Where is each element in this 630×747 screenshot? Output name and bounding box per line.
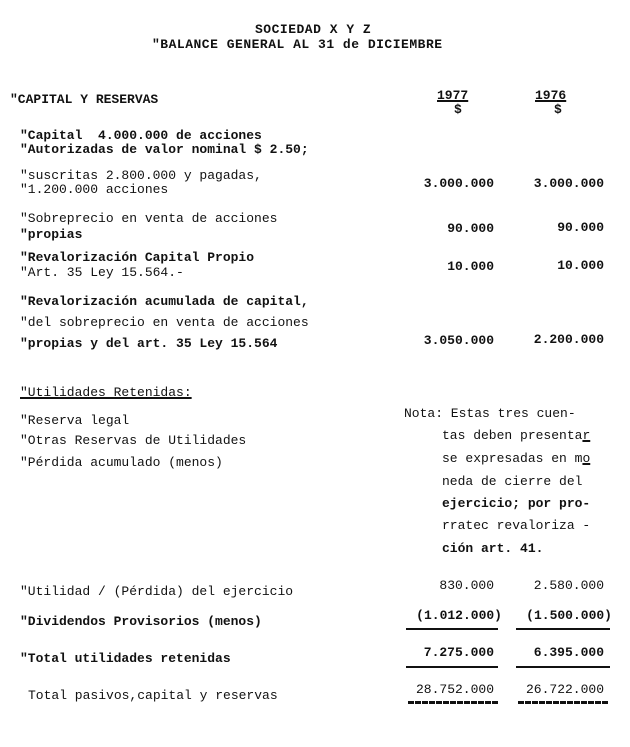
total-pasivos-1977: 28.752.000 <box>415 682 494 697</box>
note-line-2-underlined: r <box>582 428 591 443</box>
note-line-7: ción art. 41. <box>442 541 544 556</box>
note-line-3-text: se expresadas en m <box>442 451 583 466</box>
utilidad-1977: 830.000 <box>439 578 494 593</box>
note-line-4: neda de cierre del <box>442 474 583 489</box>
column-currency-1977: $ <box>454 102 462 117</box>
acumulada-line-2: "del sobreprecio en venta de acciones <box>20 315 309 330</box>
column-year-1976: 1976 <box>535 88 567 103</box>
note-line-3 <box>442 451 590 466</box>
sobreprecio-1976: 90.000 <box>557 220 604 235</box>
total-utilidades-1976-underline <box>516 666 610 668</box>
total-pasivos-1976: 26.722.000 <box>525 682 604 697</box>
revalorizacion-1976: 10.000 <box>557 258 604 273</box>
dividendos-1976: (1.500.000) <box>526 608 612 623</box>
reserva-legal: "Reserva legal <box>20 413 130 428</box>
revalorizacion-1977: 10.000 <box>447 259 494 274</box>
dividendos-label: "Dividendos Provisorios (menos) <box>20 614 262 629</box>
retained-earnings-title: "Utilidades Retenidas: <box>20 385 192 400</box>
acumulada-line-1: "Revalorización acumulada de capital, <box>20 294 309 309</box>
total-pasivos-1977-double-underline <box>408 701 498 704</box>
utilidad-1976: 2.580.000 <box>533 578 604 593</box>
total-utilidades-1977: 7.275.000 <box>423 645 494 660</box>
column-year-1977: 1977 <box>437 88 469 103</box>
sobreprecio-line-1: "Sobreprecio en venta de acciones <box>20 211 278 226</box>
capital-line-1: "Capital 4.000.000 de acciones <box>20 128 262 143</box>
otras-reservas: "Otras Reservas de Utilidades <box>20 433 247 448</box>
dividendos-1977-underline <box>406 628 498 630</box>
company-name: SOCIEDAD X Y Z <box>255 22 372 37</box>
sobreprecio-line-2: "propias <box>20 227 83 242</box>
utilidad-label: "Utilidad / (Pérdida) del ejercicio <box>20 584 294 599</box>
sobreprecio-1977: 90.000 <box>447 221 494 236</box>
note-line-6: rratec revaloriza - <box>442 518 591 533</box>
acumulada-1976: 2.200.000 <box>533 332 604 347</box>
note-line-3-underlined: o <box>582 451 591 466</box>
acumulada-1977: 3.050.000 <box>423 333 494 348</box>
dividendos-1976-underline <box>516 628 610 630</box>
suscritas-1977: 3.000.000 <box>423 176 494 191</box>
acumulada-line-3: "propias y del art. 35 Ley 15.564 <box>20 336 278 351</box>
total-pasivos-1976-double-underline <box>518 701 608 704</box>
capital-line-2: "Autorizadas de valor nominal $ 2.50; <box>20 142 309 157</box>
note-line-2 <box>442 428 590 443</box>
revalorizacion-line-1: "Revalorización Capital Propio <box>20 250 255 265</box>
total-utilidades-label: "Total utilidades retenidas <box>20 651 231 666</box>
suscritas-1976: 3.000.000 <box>533 176 604 191</box>
total-pasivos-label: Total pasivos,capital y reservas <box>28 688 278 703</box>
suscritas-line-2: "1.200.000 acciones <box>20 182 169 197</box>
document-subtitle: "BALANCE GENERAL AL 31 de DICIEMBRE <box>152 37 443 52</box>
section-title: "CAPITAL Y RESERVAS <box>10 92 159 107</box>
note-line-1: Nota: Estas tres cuen- <box>404 406 576 421</box>
revalorizacion-line-2: "Art. 35 Ley 15.564.- <box>20 265 184 280</box>
perdida-acumulada: "Pérdida acumulado (menos) <box>20 455 223 470</box>
dividendos-1977: (1.012.000) <box>416 608 502 623</box>
total-utilidades-1977-underline <box>406 666 498 668</box>
note-line-5: ejercicio; por pro- <box>442 496 591 511</box>
column-currency-1976: $ <box>554 102 562 117</box>
note-line-2-text: tas deben presenta <box>442 428 583 443</box>
total-utilidades-1976: 6.395.000 <box>533 645 604 660</box>
suscritas-line-1: "suscritas 2.800.000 y pagadas, <box>20 168 262 183</box>
